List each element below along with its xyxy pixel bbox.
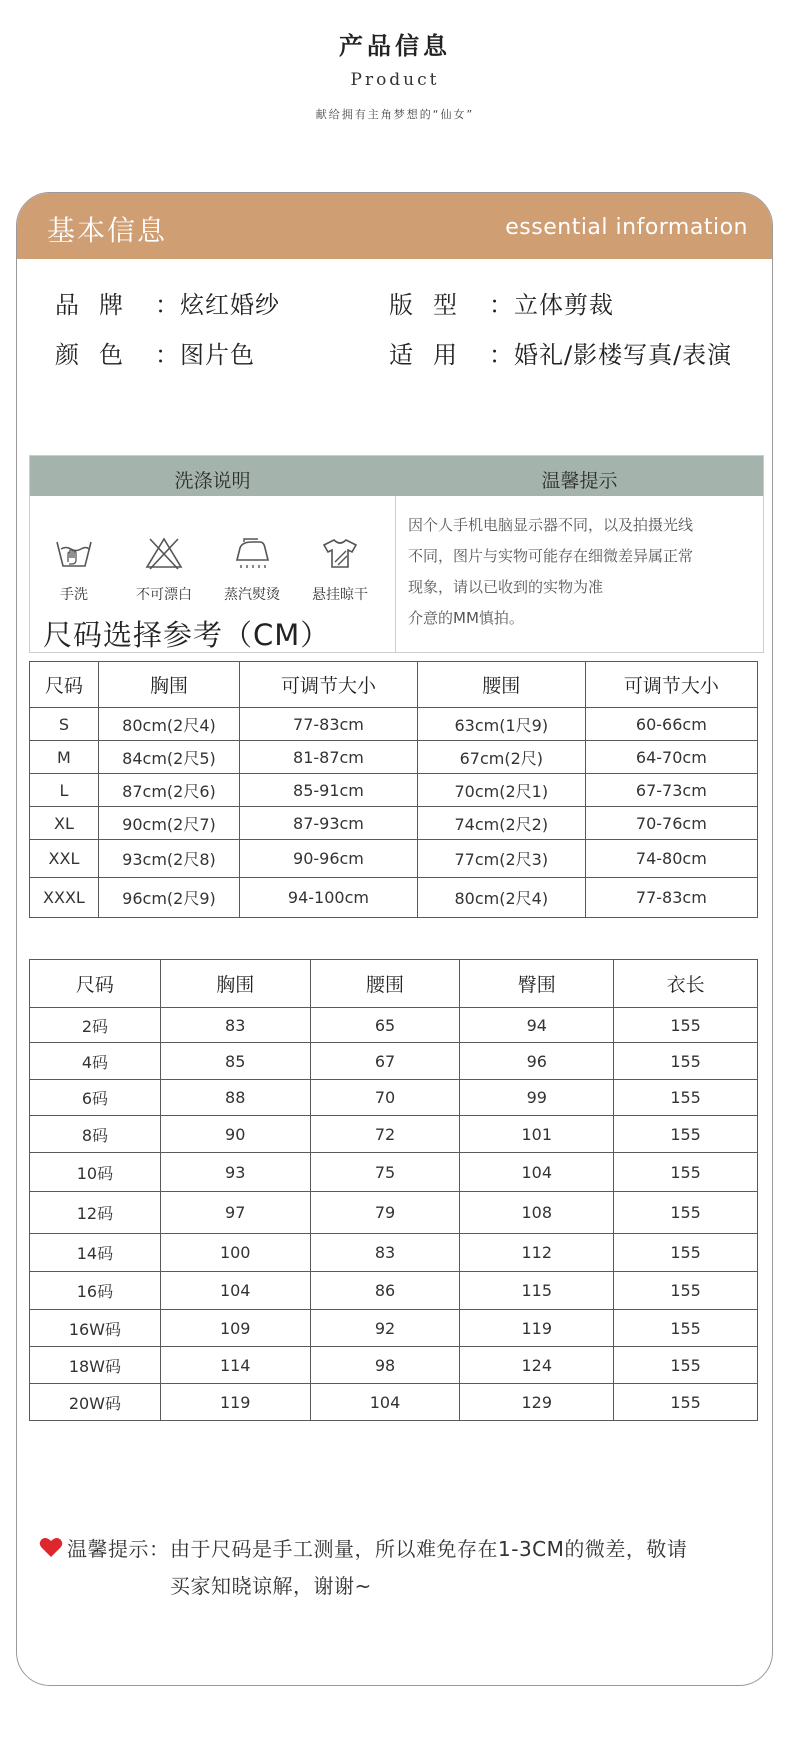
table-row xyxy=(30,1272,758,1310)
table-cell: 90-96cm xyxy=(240,840,418,878)
table-cell: 67-73cm xyxy=(585,774,757,807)
table-cell: 87cm(2尺6) xyxy=(98,774,239,807)
wash-item-hand-wash xyxy=(34,536,114,604)
table-header-cell: 臀围 xyxy=(460,960,614,1008)
table-cell: 60-66cm xyxy=(585,708,757,741)
table-header-cell: 衣长 xyxy=(614,960,758,1008)
table-cell: 85 xyxy=(160,1043,310,1080)
table-cell: 72 xyxy=(310,1116,460,1153)
basic-info-label: 颜色 xyxy=(55,341,143,369)
table-cell: 97 xyxy=(160,1192,310,1234)
table-row xyxy=(30,1008,758,1043)
table-row xyxy=(30,708,758,741)
table-row xyxy=(30,774,758,807)
basic-info-brand: 品牌 ：炫红婚纱 xyxy=(55,285,280,320)
table-cell: 70-76cm xyxy=(585,807,757,840)
card-title-en: essential information xyxy=(505,215,748,240)
wash-item-hang-dry xyxy=(300,536,380,604)
table-cell: XXL xyxy=(30,840,99,878)
table-cell: 18W码 xyxy=(30,1347,161,1384)
page-title: 产品信息 xyxy=(339,32,451,60)
table-cell: 92 xyxy=(310,1310,460,1347)
table-cell: 90 xyxy=(160,1116,310,1153)
table-cell: S xyxy=(30,708,99,741)
card-title-zh: 基本信息 xyxy=(47,214,168,247)
size-table-measurements xyxy=(29,959,758,1421)
table-cell: 83 xyxy=(310,1234,460,1272)
table-header-cell: 尺码 xyxy=(30,662,99,708)
table-cell: 16W码 xyxy=(30,1310,161,1347)
table-header-cell: 胸围 xyxy=(160,960,310,1008)
table-header-cell: 腰围 xyxy=(417,662,585,708)
table-row xyxy=(30,1192,758,1234)
wash-item-no-bleach xyxy=(124,536,204,604)
table-cell: 155 xyxy=(614,1043,758,1080)
table-cell: 87-93cm xyxy=(240,807,418,840)
table-cell: 63cm(1尺9) xyxy=(417,708,585,741)
table-cell: 84cm(2尺5) xyxy=(98,741,239,774)
tip-line: 现象，请以已收到的实物为准 xyxy=(408,578,604,596)
table-cell: 74cm(2尺2) xyxy=(417,807,585,840)
table-cell: 75 xyxy=(310,1153,460,1192)
table-cell: 155 xyxy=(614,1347,758,1384)
table-cell: 81-87cm xyxy=(240,741,418,774)
table-cell: 96 xyxy=(460,1043,614,1080)
table-row xyxy=(30,1384,758,1421)
table-row xyxy=(30,1153,758,1192)
size-section-title: 尺码选择参考（CM） xyxy=(43,618,331,652)
table-header-cell: 胸围 xyxy=(98,662,239,708)
table-cell: 77-83cm xyxy=(240,708,418,741)
wash-header-right: 温馨提示 xyxy=(541,470,618,492)
table-cell: 93cm(2尺8) xyxy=(98,840,239,878)
basic-info-value: 立体剪裁 xyxy=(514,291,614,319)
table-cell: 94 xyxy=(460,1008,614,1043)
table-cell: 155 xyxy=(614,1272,758,1310)
hang-dry-icon xyxy=(320,536,360,570)
table-cell: 155 xyxy=(614,1153,758,1192)
table-cell: 115 xyxy=(460,1272,614,1310)
table-cell: 77-83cm xyxy=(585,878,757,918)
note-label: 温馨提示： xyxy=(67,1537,170,1561)
table-cell: XXXL xyxy=(30,878,99,918)
table-cell: 10码 xyxy=(30,1153,161,1192)
table-cell: 155 xyxy=(614,1116,758,1153)
table-cell: 124 xyxy=(460,1347,614,1384)
table-cell: 2码 xyxy=(30,1008,161,1043)
wash-item-label: 手洗 xyxy=(60,587,88,603)
basic-info-color: 颜色 ：图片色 xyxy=(55,335,255,370)
heart-icon xyxy=(39,1536,63,1558)
table-cell: 112 xyxy=(460,1234,614,1272)
table-header-cell: 可调节大小 xyxy=(240,662,418,708)
table-cell: 20W码 xyxy=(30,1384,161,1421)
table-row xyxy=(30,1116,758,1153)
basic-info-value: 炫红婚纱 xyxy=(180,291,280,319)
page-tagline: 献给拥有主角梦想的“仙女” xyxy=(315,108,475,121)
steam-iron-icon xyxy=(232,536,272,570)
table-cell: XL xyxy=(30,807,99,840)
table-header-cell: 可调节大小 xyxy=(585,662,757,708)
table-row xyxy=(30,1080,758,1116)
table-cell: 129 xyxy=(460,1384,614,1421)
table-header-cell: 尺码 xyxy=(30,960,161,1008)
note-line-2: 买家知晓谅解，谢谢~ xyxy=(170,1574,372,1598)
table-row xyxy=(30,878,758,918)
table-cell: 114 xyxy=(160,1347,310,1384)
table-cell: M xyxy=(30,741,99,774)
basic-info-usage: 适用 ：婚礼/影楼写真/表演 xyxy=(389,335,732,370)
basic-info-value: 图片色 xyxy=(180,341,255,369)
table-header-row xyxy=(30,960,758,1008)
table-cell: 155 xyxy=(614,1384,758,1421)
table-cell: 16码 xyxy=(30,1272,161,1310)
wash-header-left: 洗涤说明 xyxy=(174,470,251,492)
table-row xyxy=(30,741,758,774)
table-row xyxy=(30,840,758,878)
wash-item-label: 蒸汽熨烫 xyxy=(224,587,280,603)
table-cell: 88 xyxy=(160,1080,310,1116)
table-cell: 79 xyxy=(310,1192,460,1234)
table-cell: 108 xyxy=(460,1192,614,1234)
table-cell: 119 xyxy=(160,1384,310,1421)
table-row xyxy=(30,807,758,840)
table-cell: 98 xyxy=(310,1347,460,1384)
table-row xyxy=(30,1310,758,1347)
table-row xyxy=(30,1043,758,1080)
table-cell: L xyxy=(30,774,99,807)
basic-info-fit: 版型 ：立体剪裁 xyxy=(389,285,614,320)
table-cell: 155 xyxy=(614,1192,758,1234)
tip-line: 介意的MM慎拍。 xyxy=(408,609,524,627)
wash-item-steam-iron xyxy=(212,536,292,604)
table-cell: 104 xyxy=(310,1384,460,1421)
table-cell: 83 xyxy=(160,1008,310,1043)
table-cell: 70cm(2尺1) xyxy=(417,774,585,807)
tip-text xyxy=(408,510,754,634)
tip-line: 因个人手机电脑显示器不同，以及拍摄光线 xyxy=(408,516,694,534)
wash-divider xyxy=(395,496,396,652)
size-table-adjustable xyxy=(29,661,758,918)
basic-info-label: 适用 xyxy=(389,341,477,369)
table-cell: 101 xyxy=(460,1116,614,1153)
table-cell: 155 xyxy=(614,1008,758,1043)
table-cell: 85-91cm xyxy=(240,774,418,807)
table-cell: 70 xyxy=(310,1080,460,1116)
table-cell: 94-100cm xyxy=(240,878,418,918)
table-cell: 65 xyxy=(310,1008,460,1043)
table-header-row xyxy=(30,662,758,708)
table-cell: 155 xyxy=(614,1234,758,1272)
table-cell: 155 xyxy=(614,1310,758,1347)
table-cell: 99 xyxy=(460,1080,614,1116)
table-cell: 8码 xyxy=(30,1116,161,1153)
table-header-cell: 腰围 xyxy=(310,960,460,1008)
table-cell: 80cm(2尺4) xyxy=(98,708,239,741)
card-header xyxy=(17,193,772,259)
wash-item-label: 悬挂晾干 xyxy=(312,587,368,603)
table-cell: 90cm(2尺7) xyxy=(98,807,239,840)
table-cell: 12码 xyxy=(30,1192,161,1234)
table-cell: 67cm(2尺) xyxy=(417,741,585,774)
table-cell: 67 xyxy=(310,1043,460,1080)
table-cell: 104 xyxy=(460,1153,614,1192)
table-cell: 100 xyxy=(160,1234,310,1272)
no-bleach-icon xyxy=(144,536,184,570)
table-cell: 4码 xyxy=(30,1043,161,1080)
table-cell: 104 xyxy=(160,1272,310,1310)
table-cell: 6码 xyxy=(30,1080,161,1116)
table-cell: 14码 xyxy=(30,1234,161,1272)
table-cell: 74-80cm xyxy=(585,840,757,878)
basic-info-value: 婚礼/影楼写真/表演 xyxy=(514,341,733,369)
info-card xyxy=(16,192,773,1686)
wash-item-label: 不可漂白 xyxy=(136,587,192,603)
table-row xyxy=(30,1347,758,1384)
page-subtitle-en: Product xyxy=(350,70,440,90)
wash-header xyxy=(30,456,763,496)
table-cell: 109 xyxy=(160,1310,310,1347)
table-cell: 80cm(2尺4) xyxy=(417,878,585,918)
tip-line: 不同，图片与实物可能存在细微差异属正常 xyxy=(408,547,694,565)
hand-wash-icon xyxy=(54,536,94,570)
basic-info-label: 版型 xyxy=(389,291,477,319)
basic-info-label: 品牌 xyxy=(55,291,143,319)
table-row xyxy=(30,1234,758,1272)
table-cell: 77cm(2尺3) xyxy=(417,840,585,878)
note-line-1: 由于尺码是手工测量，所以难免存在1-3CM的微差，敬请 xyxy=(170,1537,688,1561)
table-cell: 155 xyxy=(614,1080,758,1116)
table-cell: 64-70cm xyxy=(585,741,757,774)
table-cell: 93 xyxy=(160,1153,310,1192)
table-cell: 119 xyxy=(460,1310,614,1347)
table-cell: 96cm(2尺9) xyxy=(98,878,239,918)
table-cell: 86 xyxy=(310,1272,460,1310)
